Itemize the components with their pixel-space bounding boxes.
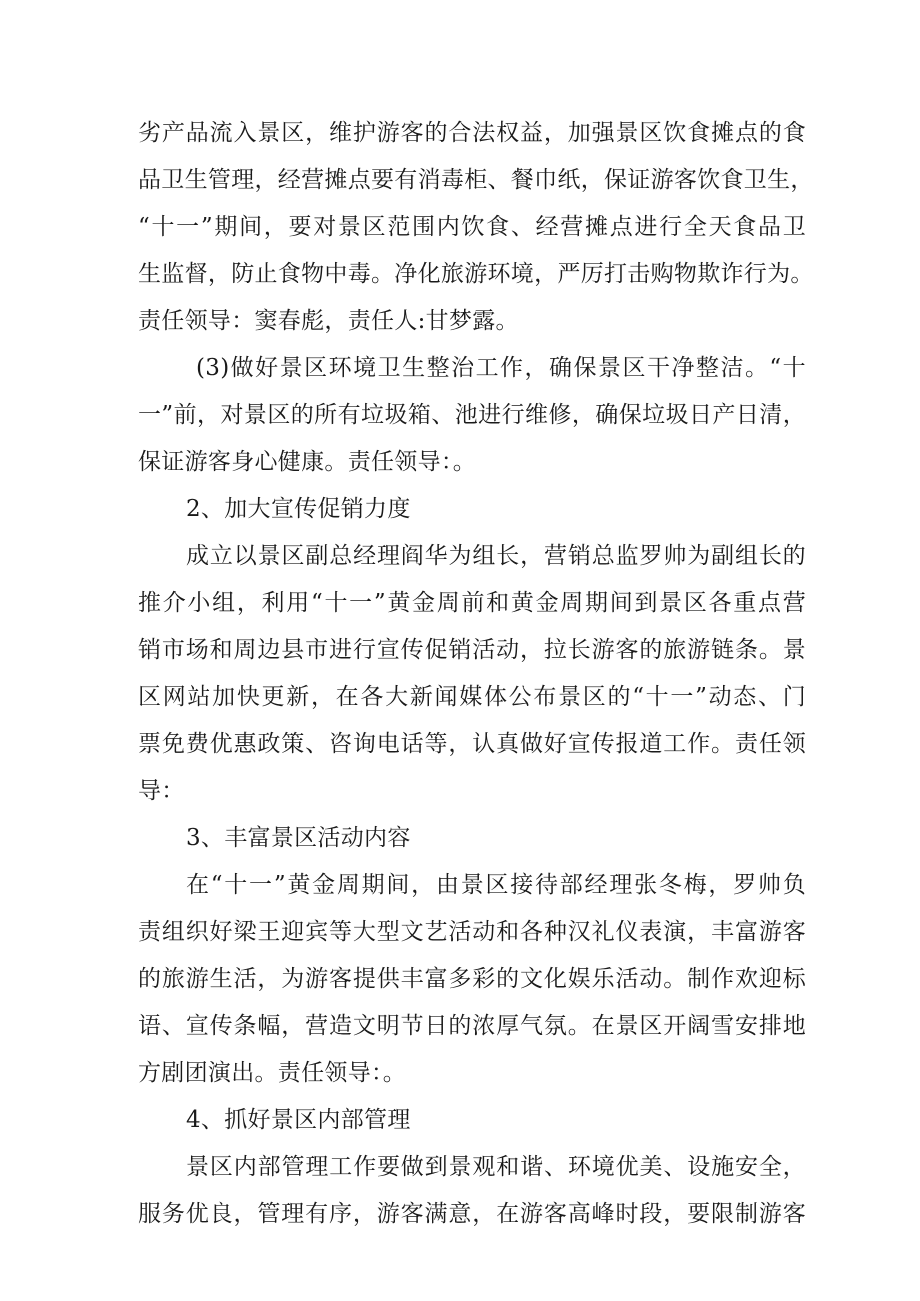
paragraph-line: 品卫生管理，经营摊点要有消毒柜、餐巾纸，保证游客饮食卫生， — [138, 167, 814, 193]
paragraph-line: 保证游客身心健康。责任领导：。 — [138, 449, 476, 475]
section-heading: 3、丰富景区活动内容 — [186, 825, 411, 851]
paragraph-line: 劣产品流入景区，维护游客的合法权益，加强景区饮食摊点的食 — [138, 120, 806, 146]
paragraph-line: 导： — [138, 778, 185, 804]
paragraph-line: 销市场和周边县市进行宣传促销活动，拉长游客的旅游链条。景 — [138, 637, 806, 663]
paragraph-line: 责组织好梁王迎宾等大型文艺活动和各种汉礼仪表演，丰富游客 — [138, 919, 806, 945]
paragraph-line: 景区内部管理工作要做到景观和谐、环境优美、设施安全， — [186, 1154, 806, 1180]
paragraph-line: 方剧团演出。责任领导：。 — [138, 1060, 407, 1086]
paragraph-line: 在“十一”黄金周期间，由景区接待部经理张冬梅，罗帅负 — [186, 872, 806, 898]
paragraph-line: 成立以景区副总经理阎华为组长，营销总监罗帅为副组长的 — [186, 543, 806, 569]
paragraph-line: 推介小组，利用“十一”黄金周前和黄金周期间到景区各重点营 — [138, 590, 806, 616]
paragraph-line: 服务优良，管理有序，游客满意，在游客高峰时段，要限制游客 — [138, 1201, 806, 1227]
paragraph-line: 票免费优惠政策、咨询电话等，认真做好宣传报道工作。责任领 — [138, 731, 806, 757]
paragraph-line: 区网站加快更新，在各大新闻媒体公布景区的“十一”动态、门 — [138, 684, 806, 710]
paragraph-line: “十一”期间，要对景区范围内饮食、经营摊点进行全天食品卫 — [138, 214, 806, 240]
paragraph-line: 生监督，防止食物中毒。净化旅游环境，严厉打击购物欺诈行为。 — [138, 261, 814, 287]
section-heading: 4、抓好景区内部管理 — [186, 1107, 411, 1133]
paragraph-line: 一”前，对景区的所有垃圾箱、池进行维修，确保垃圾日产日清， — [138, 402, 806, 428]
section-heading: 2、加大宣传促销力度 — [186, 496, 411, 522]
paragraph-line: 的旅游生活，为游客提供丰富多彩的文化娱乐活动。制作欢迎标 — [138, 966, 806, 992]
paragraph-line: 责任领导：窦春彪，责任人:甘梦露。 — [138, 308, 519, 334]
document-page — [138, 110, 814, 1238]
paragraph-line: 语、宣传条幅，营造文明节日的浓厚气氛。在景区开阔雪安排地 — [138, 1013, 806, 1039]
paragraph-line: (3)做好景区环境卫生整治工作，确保景区干净整洁。“十 — [196, 355, 806, 381]
